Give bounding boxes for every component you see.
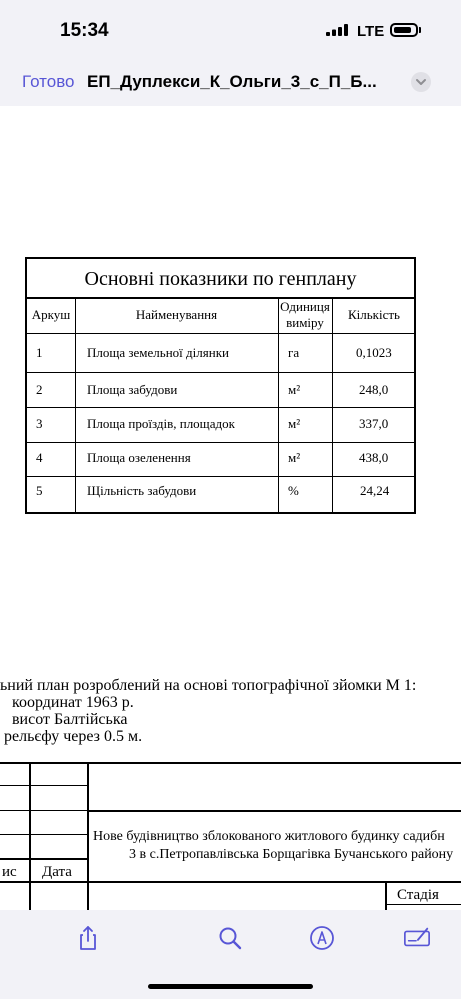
header-unit-line2: виміру xyxy=(286,315,324,330)
document-page[interactable] xyxy=(0,106,461,910)
document-title[interactable]: ЕП_Дуплекси_К_Ольги_3_с_П_Б... xyxy=(87,72,377,91)
status-time: 15:34 xyxy=(60,20,109,41)
row-4-num: 4 xyxy=(36,450,43,465)
row-2-num: 2 xyxy=(36,382,43,397)
home-indicator[interactable] xyxy=(148,984,313,989)
row-5-value: 24,24 xyxy=(360,483,390,498)
stamp-hline xyxy=(385,904,461,905)
nav-bar xyxy=(0,60,461,106)
stamp-vline xyxy=(87,762,89,910)
row-3-unit: м² xyxy=(288,416,301,431)
chevron-down-icon xyxy=(415,77,427,87)
indicators-table xyxy=(25,257,416,514)
note-line-3: висот Балтійська xyxy=(12,711,128,728)
cellular-signal-icon xyxy=(326,24,348,36)
stamp-vline xyxy=(385,881,387,910)
note-line-4: рельєфу через 0.5 м. xyxy=(4,728,143,745)
note-line-2: координат 1963 р. xyxy=(12,694,134,711)
table-title: Основні показники по генплану xyxy=(27,259,414,299)
row-5-num: 5 xyxy=(36,483,43,498)
row-1-unit: га xyxy=(288,345,300,360)
stamp-hline xyxy=(0,810,87,811)
column-divider xyxy=(75,299,76,512)
column-label-signature: ис xyxy=(2,864,17,880)
column-divider xyxy=(332,299,333,512)
annotate-icon[interactable] xyxy=(403,924,431,952)
row-4-value: 438,0 xyxy=(359,450,389,465)
row-5-name: Щільність забудови xyxy=(87,483,197,498)
row-3-num: 3 xyxy=(36,416,43,431)
note-line-1: ьний план розроблений на основі топографічної зйомки М 1: xyxy=(0,677,417,694)
row-1-num: 1 xyxy=(36,345,43,360)
row-divider xyxy=(27,372,414,373)
header-unit-line1: Одиниця xyxy=(280,299,330,314)
share-icon[interactable] xyxy=(74,924,102,952)
row-4-name: Площа озеленення xyxy=(87,450,191,465)
stage-label: Стадія xyxy=(397,887,439,903)
header-quantity: Кількість xyxy=(347,307,400,322)
column-label-date: Дата xyxy=(42,864,72,880)
project-line-1: Нове будівництво зблокованого житлового будинку садибн xyxy=(93,829,445,844)
battery-cap xyxy=(419,27,421,33)
network-type: LTE xyxy=(357,23,385,40)
row-5-unit: % xyxy=(288,483,299,498)
row-1-name: Площа земельної ділянки xyxy=(87,345,229,360)
row-1-value: 0,1023 xyxy=(356,345,392,360)
row-4-unit: м² xyxy=(288,450,301,465)
row-2-value: 248,0 xyxy=(359,382,389,397)
row-2-unit: м² xyxy=(288,382,301,397)
header-divider xyxy=(27,333,414,334)
status-bar xyxy=(0,0,461,60)
row-divider xyxy=(27,476,414,477)
stamp-hline xyxy=(87,810,461,812)
stamp-hline xyxy=(0,785,87,786)
row-2-name: Площа забудови xyxy=(87,382,178,397)
project-line-2: 3 в с.Петропавлівська Борщагівка Бучанського району xyxy=(129,847,454,862)
stamp-border-top xyxy=(0,762,461,764)
header-sheet: Аркуш xyxy=(31,307,71,322)
title-menu-button[interactable] xyxy=(411,72,431,92)
row-3-name: Площа проїздів, площадок xyxy=(87,416,235,431)
search-icon[interactable] xyxy=(216,924,244,952)
stamp-hline xyxy=(0,834,87,835)
done-button[interactable]: Готово xyxy=(22,72,75,91)
stamp-hline xyxy=(0,858,87,860)
row-3-value: 337,0 xyxy=(359,416,389,431)
markup-icon[interactable] xyxy=(308,924,336,952)
header-name: Найменування xyxy=(135,307,218,322)
row-divider xyxy=(27,407,414,408)
stamp-hline xyxy=(0,881,461,883)
row-divider xyxy=(27,442,414,443)
battery-icon xyxy=(390,23,418,37)
